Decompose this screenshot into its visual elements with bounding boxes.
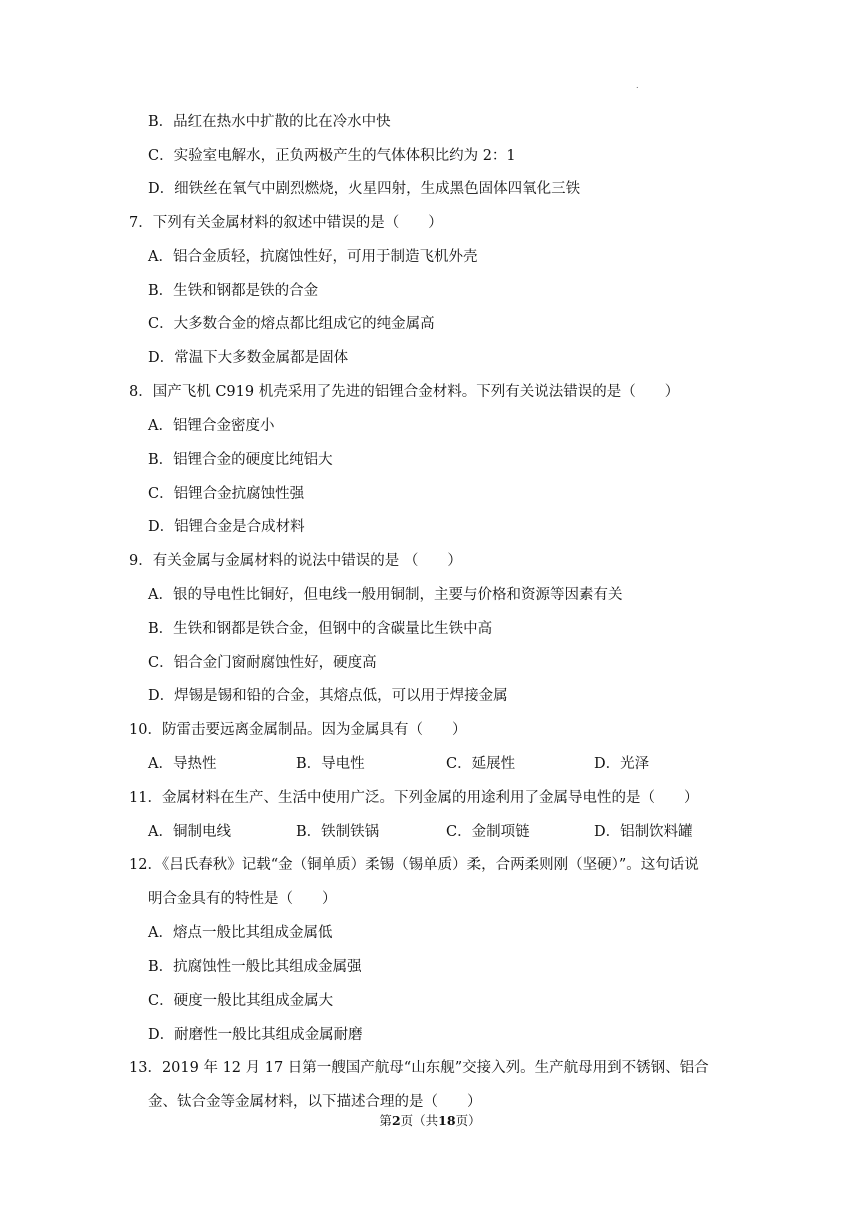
q7-option-d: D．常温下大多数金属都是固体	[148, 350, 349, 366]
header-mark: .	[636, 81, 639, 90]
q7-option-a: A．铝合金质轻，抗腐蚀性好，可用于制造飞机外壳	[148, 249, 478, 265]
q11-option-a: A．铜制电线	[148, 824, 231, 840]
q10-option-b: B．导电性	[296, 756, 365, 772]
q12-option-a: A．熔点一般比其组成金属低	[148, 925, 333, 941]
question-8: 8．国产飞机 C919 机壳采用了先进的铝锂合金材料。下列有关说法错误的是（ ）	[129, 384, 680, 400]
q7-option-b: B．生铁和钢都是铁的合金	[148, 283, 319, 299]
q9-option-d: D．焊锡是锡和铅的合金，其熔点低，可以用于焊接金属	[148, 688, 508, 704]
q6-option-d: D．细铁丝在氧气中剧烈燃烧，火星四射，生成黑色固体四氧化三铁	[148, 181, 581, 197]
question-13-line-1: 13．2019 年 12 月 17 日第一艘国产航母“山东舰”交接入列。生产航母用到不锈钢、铝合	[129, 1060, 709, 1076]
question-12-line-2: 明合金具有的特性是（ ）	[148, 891, 337, 907]
q10-option-a: A．导热性	[148, 756, 217, 772]
q9-option-b: B．生铁和钢都是铁合金，但钢中的含碳量比生铁中高	[148, 621, 493, 637]
q11-option-b: B．铁制铁锅	[296, 824, 380, 840]
q6-option-b: B．品红在热水中扩散的比在冷水中快	[148, 114, 391, 130]
q11-option-c: C．金制项链	[446, 824, 530, 840]
q12-option-d: D．耐磨性一般比其组成金属耐磨	[148, 1027, 363, 1043]
footer-prefix: 第	[379, 1113, 392, 1128]
q11-option-d: D．铝制饮料罐	[594, 824, 693, 840]
page-number: 2	[391, 1113, 401, 1128]
page-footer	[0, 1112, 860, 1130]
q8-option-d: D．铝锂合金是合成材料	[148, 519, 305, 535]
q6-option-c: C．实验室电解水，正负两极产生的气体体积比约为 2：1	[148, 148, 516, 164]
question-7: 7．下列有关金属材料的叙述中错误的是（ ）	[129, 215, 443, 231]
footer-suffix: 页）	[455, 1113, 481, 1128]
q9-option-c: C．铝合金门窗耐腐蚀性好，硬度高	[148, 655, 377, 671]
q10-option-c: C．延展性	[446, 756, 516, 772]
q8-option-c: C．铝锂合金抗腐蚀性强	[148, 486, 305, 502]
question-10: 10．防雷击要远离金属制品。因为金属具有（ ）	[129, 722, 467, 738]
q10-option-d: D．光泽	[594, 756, 650, 772]
q9-option-a: A．银的导电性比铜好，但电线一般用铜制，主要与价格和资源等因素有关	[148, 587, 623, 603]
question-12-line-1: 12．《吕氏春秋》记载“金（铜单质）柔锡（锡单质）柔，合两柔则刚（坚硬）”。这句话说	[129, 857, 699, 873]
q12-option-b: B．抗腐蚀性一般比其组成金属强	[148, 959, 362, 975]
total-pages: 18	[438, 1113, 456, 1128]
q7-option-c: C．大多数合金的熔点都比组成它的纯金属高	[148, 316, 435, 332]
q8-option-a: A．铝锂合金密度小	[148, 418, 275, 434]
footer-middle: 页（共	[400, 1113, 439, 1128]
question-13-line-2: 金、钛合金等金属材料，以下描述合理的是（ ）	[148, 1094, 482, 1110]
question-11: 11．金属材料在生产、生活中使用广泛。下列金属的用途利用了金属导电性的是（ ）	[129, 790, 699, 806]
q8-option-b: B．铝锂合金的硬度比纯铝大	[148, 452, 333, 468]
question-9: 9．有关金属与金属材料的说法中错误的是 （ ）	[129, 553, 462, 569]
q12-option-c: C．硬度一般比其组成金属大	[148, 993, 334, 1009]
